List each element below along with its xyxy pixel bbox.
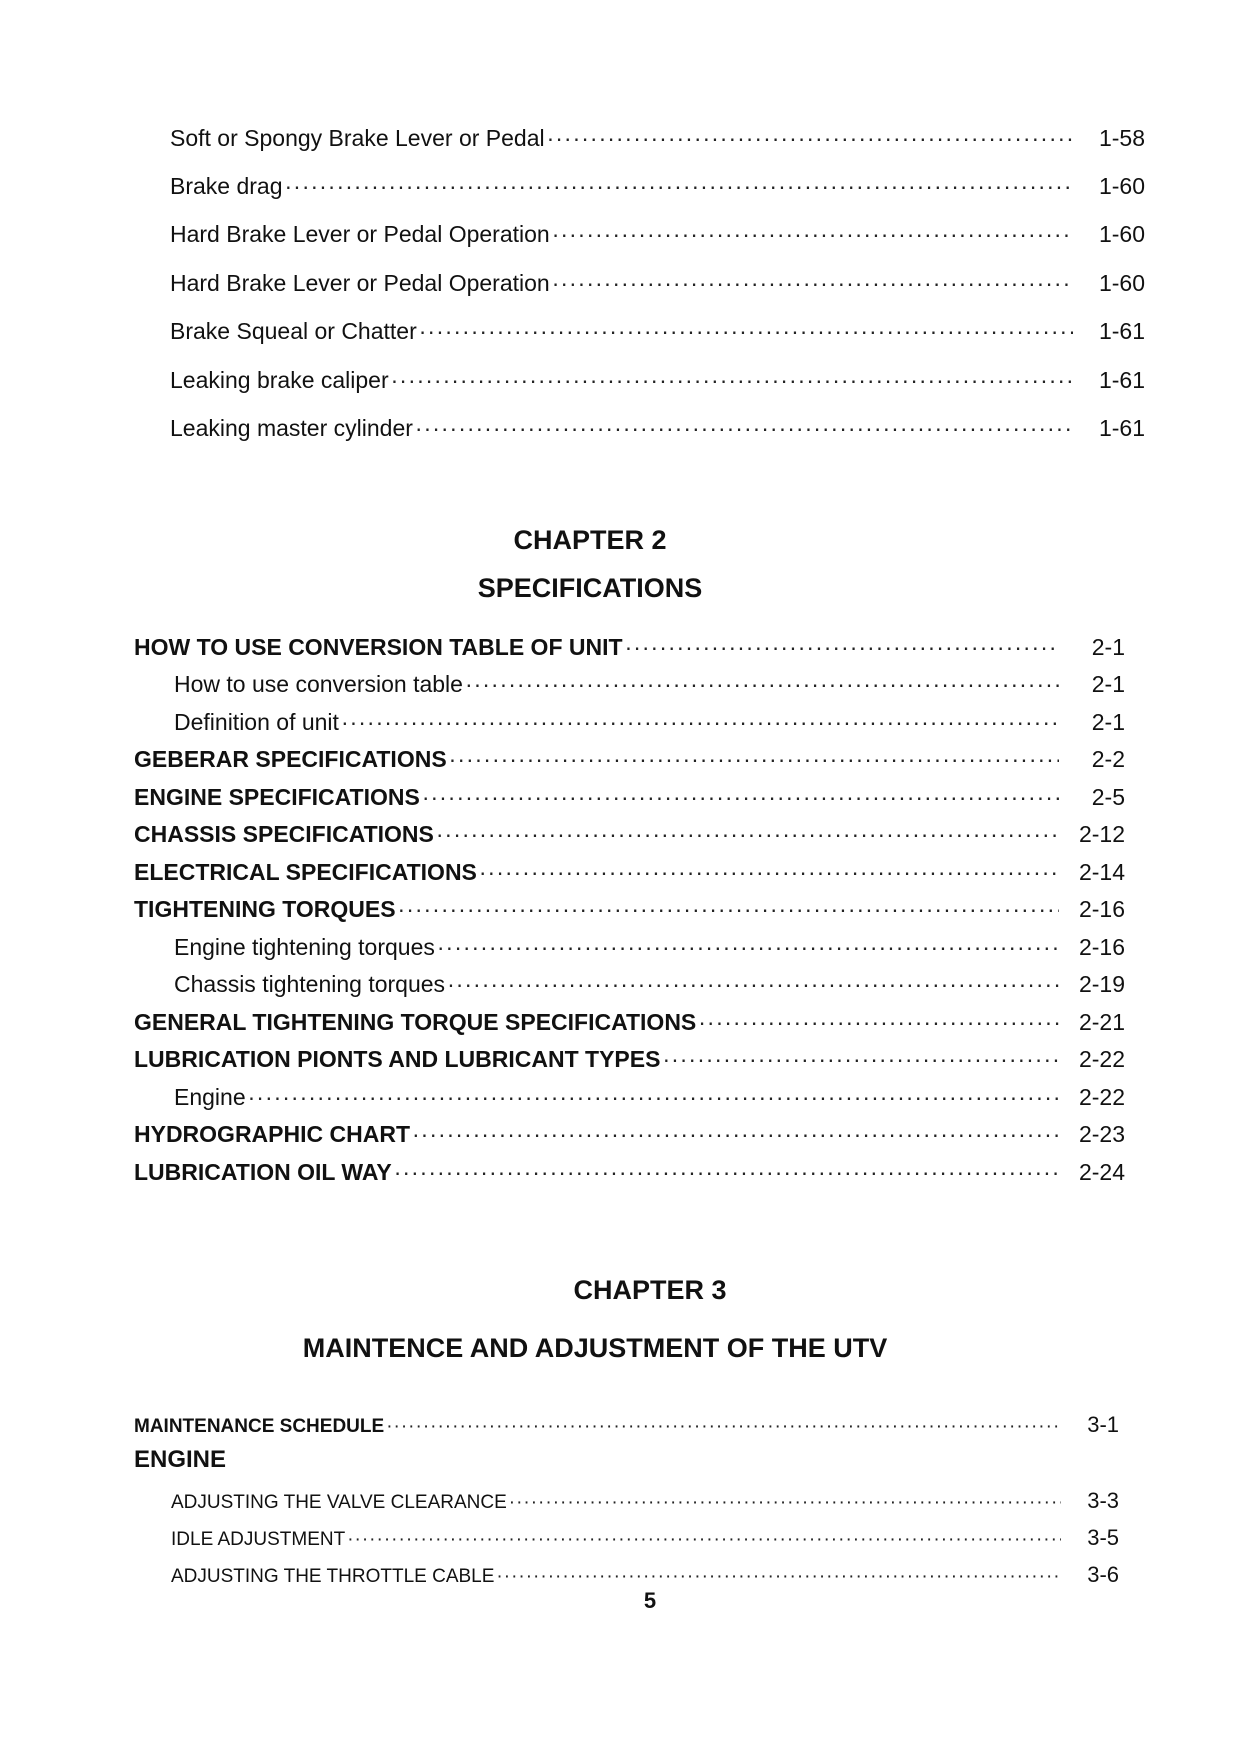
dot-leader: [552, 221, 1073, 248]
chapter-heading: CHAPTER 3: [573, 1275, 727, 1305]
toc-entry-title: Hard Brake Lever or Pedal Operation: [170, 221, 550, 247]
toc-entry: [174, 709, 1125, 736]
section-label-engine: ENGINE: [134, 1446, 227, 1473]
dot-leader: [394, 1159, 1059, 1186]
dot-leader: [419, 318, 1073, 345]
toc-entry-title: Brake Squeal or Chatter: [170, 318, 417, 344]
toc-entry-page: 3-6: [1087, 1562, 1119, 1587]
dot-leader: [248, 1084, 1059, 1111]
toc-entry: [174, 971, 1125, 998]
toc-entry-title: Engine: [174, 1084, 246, 1110]
toc-entry-title: Chassis tightening torques: [174, 971, 446, 997]
toc-entry-page: 3-1: [1087, 1412, 1119, 1437]
toc-entry-title: HYDROGRAPHIC CHART: [134, 1121, 410, 1147]
toc-entry: [170, 270, 1145, 297]
chapter-title: MAINTENCE AND ADJUSTMENT OF THE UTV: [302, 1333, 888, 1363]
toc-entry: [170, 221, 1145, 248]
toc-entry-title: LUBRICATION OIL WAY: [134, 1159, 392, 1185]
page-number: 5: [643, 1588, 657, 1613]
toc-entry-page: 2-14: [1078, 859, 1125, 885]
toc-entry-page: 1-58: [1098, 125, 1145, 151]
toc-entry-page: 2-16: [1078, 934, 1125, 960]
toc-entry: [134, 746, 1125, 773]
toc-entry-title: IDLE ADJUSTMENT: [171, 1529, 346, 1550]
toc-entry-title: LUBRICATION PIONTS AND LUBRICANT TYPES: [134, 1046, 661, 1072]
toc-entry: [174, 934, 1125, 961]
toc-entry-title: How to use conversion table: [174, 671, 463, 697]
toc-entry-page: 3-3: [1087, 1488, 1119, 1513]
dot-leader: [496, 1566, 1061, 1588]
toc-entry-title: Engine tightening torques: [174, 934, 435, 960]
toc-entry-title: ADJUSTING THE VALVE CLEARANCE: [171, 1492, 507, 1513]
toc-entry-page: 1-60: [1098, 270, 1145, 296]
toc-entry: [170, 318, 1145, 345]
dot-leader: [398, 896, 1059, 923]
toc-entry: [170, 367, 1145, 394]
chapter-title: SPECIFICATIONS: [477, 573, 703, 603]
toc-entry-title: ADJUSTING THE THROTTLE CABLE: [171, 1566, 495, 1587]
dot-leader: [391, 367, 1073, 394]
toc-entry-title: HOW TO USE CONVERSION TABLE OF UNIT: [134, 634, 623, 660]
toc-entry-page: 2-22: [1078, 1046, 1125, 1072]
dot-leader: [552, 270, 1073, 297]
toc-entry: [134, 896, 1125, 923]
dot-leader: [465, 671, 1059, 698]
toc-entry: [170, 125, 1145, 152]
toc-entry-page: 2-22: [1078, 1084, 1125, 1110]
toc-entry-page: 2-2: [1091, 746, 1125, 772]
toc-entry: [174, 671, 1125, 698]
dot-leader: [447, 971, 1059, 998]
toc-entry-page: 2-19: [1078, 971, 1125, 997]
toc-entry-page: 2-5: [1091, 784, 1125, 810]
toc-entry-page: 1-61: [1098, 415, 1145, 441]
toc-entry-page: 1-61: [1098, 318, 1145, 344]
dot-leader: [437, 934, 1059, 961]
toc-entry-title: TIGHTENING TORQUES: [134, 896, 396, 922]
dot-leader: [285, 173, 1073, 200]
toc-entry: [174, 1084, 1125, 1111]
toc-entry: [134, 634, 1125, 661]
toc-entry: [171, 1562, 1119, 1588]
toc-entry-page: 1-60: [1098, 221, 1145, 247]
toc-entry: [134, 1412, 1119, 1438]
dot-leader: [625, 634, 1059, 661]
toc-entry: [170, 415, 1145, 442]
dot-leader: [479, 859, 1059, 886]
toc-entry-title: CHASSIS SPECIFICATIONS: [134, 821, 434, 847]
toc-entry-title: Hard Brake Lever or Pedal Operation: [170, 270, 550, 296]
toc-entry: [134, 1046, 1125, 1073]
dot-leader: [449, 746, 1059, 773]
toc-entry-title: Definition of unit: [174, 709, 339, 735]
toc-entry-title: Leaking master cylinder: [170, 415, 413, 441]
dot-leader: [386, 1416, 1061, 1438]
toc-entry-title: ENGINE SPECIFICATIONS: [134, 784, 420, 810]
toc-entry-title: ELECTRICAL SPECIFICATIONS: [134, 859, 477, 885]
dot-leader: [412, 1121, 1059, 1148]
toc-entry: [134, 821, 1125, 848]
toc-entry: [134, 1009, 1125, 1036]
toc-entry-title: GEBERAR SPECIFICATIONS: [134, 746, 447, 772]
toc-entry-page: 2-1: [1091, 671, 1125, 697]
chapter-heading: CHAPTER 2: [513, 525, 667, 555]
toc-entry: [171, 1525, 1119, 1551]
toc-entry-page: 2-16: [1078, 896, 1125, 922]
toc-entry-title: Soft or Spongy Brake Lever or Pedal: [170, 125, 545, 151]
dot-leader: [436, 821, 1059, 848]
toc-entry: [134, 1121, 1125, 1148]
toc-entry: [134, 784, 1125, 811]
toc-entry-title: GENERAL TIGHTENING TORQUE SPECIFICATIONS: [134, 1009, 697, 1035]
toc-entry-page: 2-1: [1091, 709, 1125, 735]
dot-leader: [422, 784, 1059, 811]
toc-entry-title: Brake drag: [170, 173, 283, 199]
toc-entry: [134, 1159, 1125, 1186]
dot-leader: [509, 1492, 1061, 1514]
toc-entry: [170, 173, 1145, 200]
toc-entry-page: 1-60: [1098, 173, 1145, 199]
dot-leader: [698, 1009, 1059, 1036]
dot-leader: [341, 709, 1059, 736]
toc-entry-page: 2-12: [1078, 821, 1125, 847]
toc-entry-page: 2-23: [1078, 1121, 1125, 1147]
toc-entry-page: 1-61: [1098, 367, 1145, 393]
toc-entry-page: 2-21: [1078, 1009, 1125, 1035]
toc-entry-page: 2-1: [1091, 634, 1125, 660]
toc-entry-title: Leaking brake caliper: [170, 367, 389, 393]
dot-leader: [662, 1046, 1059, 1073]
toc-entry: [134, 859, 1125, 886]
toc-entry-page: 3-5: [1087, 1525, 1119, 1550]
dot-leader: [415, 415, 1073, 442]
dot-leader: [547, 125, 1073, 152]
toc-entry-page: 2-24: [1078, 1159, 1125, 1185]
dot-leader: [347, 1529, 1061, 1551]
toc-entry-title: MAINTENANCE SCHEDULE: [134, 1416, 385, 1437]
toc-entry: [171, 1488, 1119, 1514]
